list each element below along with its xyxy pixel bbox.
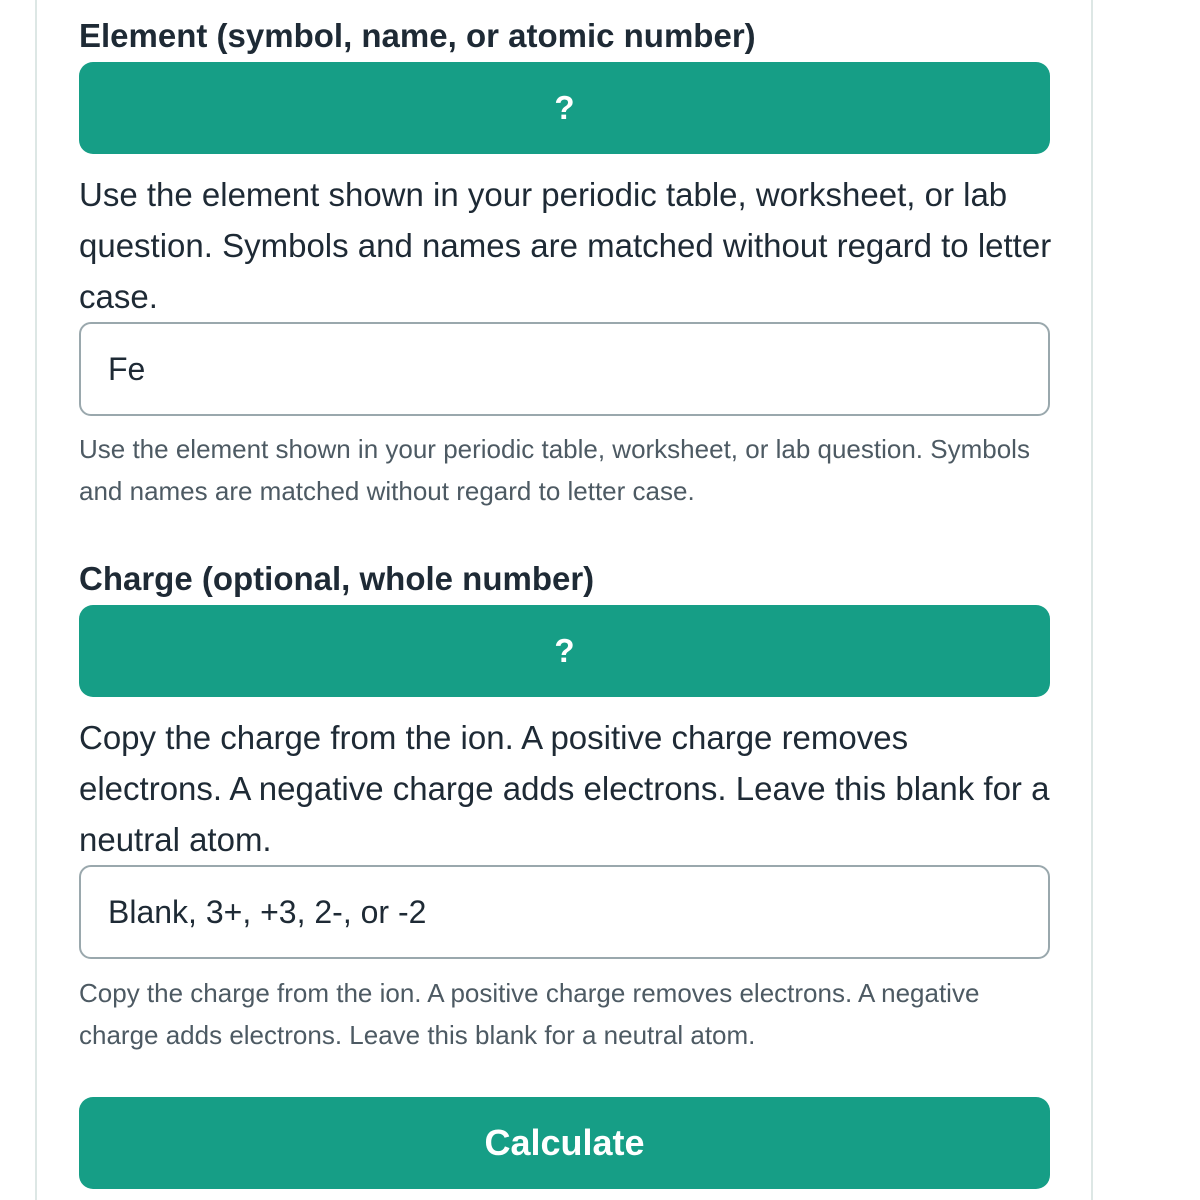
element-field-label: Element (symbol, name, or atomic number) [79, 17, 756, 54]
charge-field-label: Charge (optional, whole number) [79, 560, 595, 597]
element-hint-text: Use the element shown in your periodic table, worksheet, or lab question. Symbols and names are matched without regard to letter case. [79, 434, 1030, 506]
calculate-button[interactable]: Calculate [79, 1097, 1050, 1189]
charge-help-button[interactable]: ? [79, 605, 1050, 697]
element-help-text: Use the element shown in your periodic table, worksheet, or lab question. Symbols and names are matched without regard to letter case. [79, 176, 1052, 315]
element-input[interactable] [79, 322, 1050, 416]
charge-hint-text: Copy the charge from the ion. A positive charge removes electrons. A negative charge adds electrons. Leave this blank for a neutral atom. [79, 978, 980, 1050]
charge-help-text: Copy the charge from the ion. A positive charge removes electrons. A negative charge adds electrons. Leave this blank for a neutral atom. [79, 719, 1050, 858]
charge-input[interactable] [79, 865, 1050, 959]
element-help-button[interactable]: ? [79, 62, 1050, 154]
